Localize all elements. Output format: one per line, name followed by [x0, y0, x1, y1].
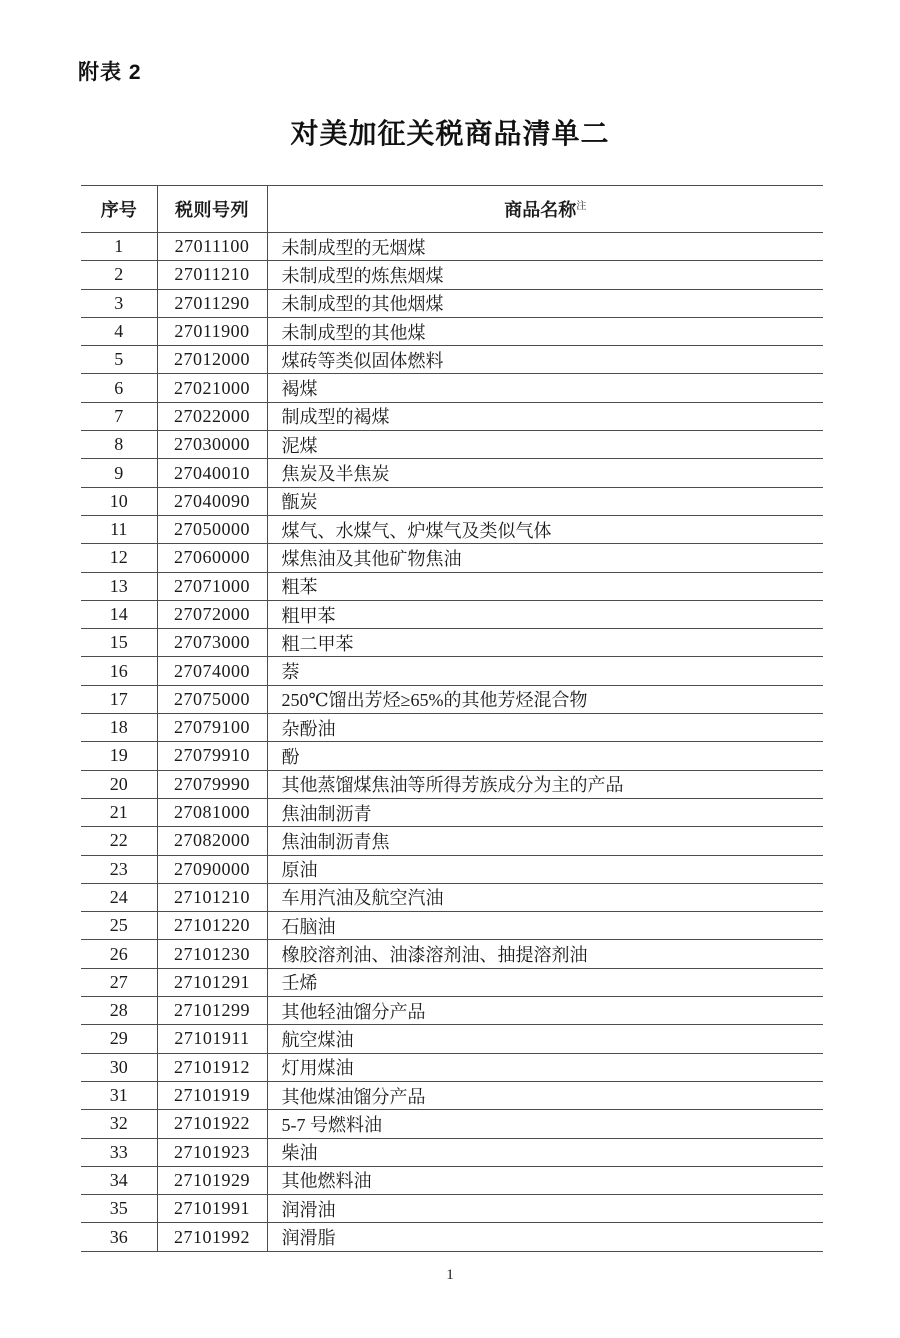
- row-name-cell: 粗苯: [281, 577, 318, 598]
- row-code-cell: 27101919: [157, 1081, 267, 1109]
- table-row: [81, 544, 823, 572]
- row-name-cell: 甑炭: [281, 492, 318, 513]
- header-name-text: 商品名称: [504, 200, 577, 220]
- row-code-cell: 27071000: [157, 572, 267, 600]
- table-row: [81, 233, 823, 261]
- row-seq-cell: 27: [81, 968, 157, 996]
- table-row: [81, 883, 823, 911]
- row-seq-cell: 30: [81, 1053, 157, 1081]
- header-name: [267, 186, 823, 233]
- row-seq-cell: 18: [81, 714, 157, 742]
- header-note-marker: 注: [576, 201, 587, 212]
- row-name-cell: 焦油制沥青焦: [281, 831, 390, 852]
- row-name-cell: 未制成型的无烟煤: [281, 237, 426, 258]
- row-name-cell: 润滑脂: [281, 1228, 336, 1249]
- header-code: 税则号列: [157, 186, 267, 233]
- table-row: [81, 402, 823, 430]
- table-row: [81, 1110, 823, 1138]
- table-row: [81, 798, 823, 826]
- table-row: [81, 261, 823, 289]
- table-row: [81, 685, 823, 713]
- row-code-cell: 27101912: [157, 1053, 267, 1081]
- table-row: [81, 346, 823, 374]
- row-code-cell: 27011900: [157, 317, 267, 345]
- row-code-cell: 27073000: [157, 629, 267, 657]
- row-code-cell: 27040090: [157, 487, 267, 515]
- row-code-cell: 27072000: [157, 600, 267, 628]
- row-code-cell: 27101991: [157, 1195, 267, 1223]
- row-code-cell: 27101291: [157, 968, 267, 996]
- row-name-cell: 煤砖等类似固体燃料: [281, 350, 444, 371]
- row-code-cell: 27101922: [157, 1110, 267, 1138]
- row-code-cell: 27101299: [157, 997, 267, 1025]
- row-seq-cell: 36: [81, 1223, 157, 1251]
- row-name-cell: 萘: [281, 662, 300, 683]
- row-seq-cell: 21: [81, 798, 157, 826]
- row-code-cell: 27022000: [157, 402, 267, 430]
- row-code-cell: 27011210: [157, 261, 267, 289]
- table-body: [81, 233, 823, 1252]
- row-name-cell: 未制成型的其他煤: [281, 322, 426, 343]
- table-header-row: [81, 186, 823, 233]
- row-name-cell: 未制成型的炼焦烟煤: [281, 265, 444, 286]
- row-name-cell: 其他蒸馏煤焦油等所得芳族成分为主的产品: [281, 775, 624, 796]
- table-row: [81, 1195, 823, 1223]
- table-row: [81, 997, 823, 1025]
- row-seq-cell: 13: [81, 572, 157, 600]
- appendix-label: 附表 2: [78, 61, 142, 84]
- table-row: [81, 515, 823, 543]
- row-seq-cell: 7: [81, 402, 157, 430]
- row-seq-cell: 4: [81, 317, 157, 345]
- page-number: 1: [446, 1267, 454, 1283]
- row-name-cell: 煤气、水煤气、炉煤气及类似气体: [281, 520, 552, 541]
- table-row: [81, 742, 823, 770]
- table-row: [81, 855, 823, 883]
- row-name-cell: 柴油: [281, 1143, 318, 1164]
- page-title: 对美加征关税商品清单二: [290, 118, 610, 149]
- row-name-cell: 其他燃料油: [281, 1171, 372, 1192]
- row-seq-cell: 3: [81, 289, 157, 317]
- row-name-cell: 橡胶溶剂油、油漆溶剂油、抽提溶剂油: [281, 945, 588, 966]
- row-name-cell: 灯用煤油: [281, 1058, 354, 1079]
- row-seq-cell: 10: [81, 487, 157, 515]
- row-seq-cell: 29: [81, 1025, 157, 1053]
- table-row: [81, 1025, 823, 1053]
- row-code-cell: 27081000: [157, 798, 267, 826]
- row-seq-cell: 32: [81, 1110, 157, 1138]
- table-row: [81, 1138, 823, 1166]
- row-name-cell: 原油: [281, 860, 318, 881]
- row-code-cell: 27040010: [157, 459, 267, 487]
- row-name-cell: 焦炭及半焦炭: [281, 464, 390, 485]
- table-row: [81, 657, 823, 685]
- table-row: [81, 1166, 823, 1194]
- row-seq-cell: 25: [81, 912, 157, 940]
- row-seq-cell: 5: [81, 346, 157, 374]
- row-name-cell: 石脑油: [281, 916, 336, 937]
- row-code-cell: 27101230: [157, 940, 267, 968]
- table-row: [81, 374, 823, 402]
- table-row: [81, 487, 823, 515]
- row-seq-cell: 23: [81, 855, 157, 883]
- row-seq-cell: 15: [81, 629, 157, 657]
- row-seq-cell: 12: [81, 544, 157, 572]
- table-row: [81, 770, 823, 798]
- row-seq-cell: 17: [81, 685, 157, 713]
- table-row: [81, 1081, 823, 1109]
- table-row: [81, 431, 823, 459]
- row-name-cell: 泥煤: [281, 435, 318, 456]
- row-seq-cell: 34: [81, 1166, 157, 1194]
- row-name-cell: 焦油制沥青: [281, 803, 372, 824]
- row-seq-cell: 16: [81, 657, 157, 685]
- row-name-cell: 制成型的褐煤: [281, 407, 390, 428]
- row-name-cell: 航空煤油: [281, 1029, 354, 1050]
- row-name-cell: 其他轻油馏分产品: [281, 1001, 426, 1022]
- row-seq-cell: 31: [81, 1081, 157, 1109]
- row-seq-cell: 28: [81, 997, 157, 1025]
- row-seq-cell: 20: [81, 770, 157, 798]
- row-name-cell: 250℃馏出芳烃≥65%的其他芳烃混合物: [281, 690, 588, 711]
- row-code-cell: 27101929: [157, 1166, 267, 1194]
- row-name-cell: 煤焦油及其他矿物焦油: [281, 548, 462, 569]
- row-code-cell: 27074000: [157, 657, 267, 685]
- row-code-cell: 27090000: [157, 855, 267, 883]
- row-seq-cell: 8: [81, 431, 157, 459]
- row-name-cell: 其他煤油馏分产品: [281, 1086, 426, 1107]
- table-row: [81, 600, 823, 628]
- row-name-cell: 褐煤: [281, 379, 318, 400]
- row-code-cell: 27101992: [157, 1223, 267, 1251]
- table-row: [81, 572, 823, 600]
- row-code-cell: 27079910: [157, 742, 267, 770]
- table-row: [81, 1053, 823, 1081]
- header-seq: 序号: [81, 186, 157, 233]
- row-seq-cell: 24: [81, 883, 157, 911]
- row-name-cell: 壬烯: [281, 973, 318, 994]
- row-name-cell: 杂酚油: [281, 718, 336, 739]
- table-row: [81, 459, 823, 487]
- row-code-cell: 27101220: [157, 912, 267, 940]
- table-row: [81, 289, 823, 317]
- row-code-cell: 27012000: [157, 346, 267, 374]
- row-seq-cell: 35: [81, 1195, 157, 1223]
- row-code-cell: 27030000: [157, 431, 267, 459]
- row-code-cell: 27101911: [157, 1025, 267, 1053]
- row-seq-cell: 19: [81, 742, 157, 770]
- row-seq-cell: 26: [81, 940, 157, 968]
- table-row: [81, 827, 823, 855]
- row-seq-cell: 11: [81, 515, 157, 543]
- row-code-cell: 27060000: [157, 544, 267, 572]
- row-code-cell: 27079100: [157, 714, 267, 742]
- table-row: [81, 912, 823, 940]
- tariff-table: [81, 185, 823, 1252]
- table-row: [81, 968, 823, 996]
- row-seq-cell: 22: [81, 827, 157, 855]
- row-code-cell: 27101923: [157, 1138, 267, 1166]
- row-name-cell: 粗二甲苯: [281, 633, 354, 654]
- row-seq-cell: 6: [81, 374, 157, 402]
- row-seq-cell: 33: [81, 1138, 157, 1166]
- row-seq-cell: 2: [81, 261, 157, 289]
- table-row: [81, 940, 823, 968]
- row-code-cell: 27050000: [157, 515, 267, 543]
- table-row: [81, 629, 823, 657]
- row-seq-cell: 9: [81, 459, 157, 487]
- row-code-cell: 27082000: [157, 827, 267, 855]
- row-name-cell: 酚: [281, 746, 300, 767]
- row-code-cell: 27021000: [157, 374, 267, 402]
- row-seq-cell: 14: [81, 600, 157, 628]
- row-code-cell: 27011290: [157, 289, 267, 317]
- table-row: [81, 1223, 823, 1251]
- row-seq-cell: 1: [81, 233, 157, 261]
- row-name-cell: 车用汽油及航空汽油: [281, 888, 444, 909]
- row-code-cell: 27101210: [157, 883, 267, 911]
- row-code-cell: 27079990: [157, 770, 267, 798]
- row-name-cell: 5-7 号燃料油: [281, 1114, 382, 1135]
- row-name-cell: 未制成型的其他烟煤: [281, 294, 444, 315]
- row-name-cell: 粗甲苯: [281, 605, 336, 626]
- row-code-cell: 27075000: [157, 685, 267, 713]
- row-code-cell: 27011100: [157, 233, 267, 261]
- row-name-cell: 润滑油: [281, 1199, 336, 1220]
- table-row: [81, 317, 823, 345]
- table-row: [81, 714, 823, 742]
